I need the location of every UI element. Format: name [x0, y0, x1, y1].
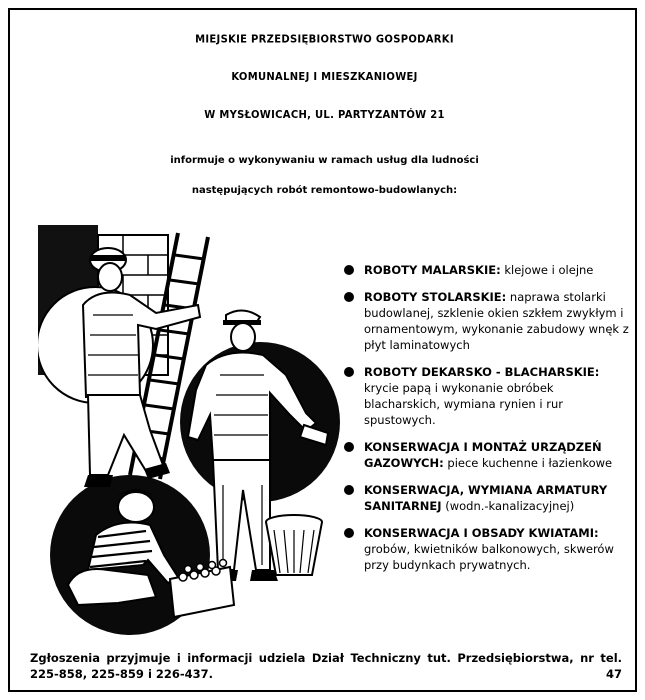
- bullet-icon: [344, 367, 354, 377]
- bucket-icon: [266, 515, 322, 575]
- service-description: klejowe i olejne: [504, 263, 594, 277]
- service-description: krycie papą i wykonanie obróbek blacharskich, wymiana rynien i rur spustowych.: [364, 381, 563, 427]
- bullet-icon: [344, 485, 354, 495]
- bullet-icon: [344, 528, 354, 538]
- service-description: naprawa stolarki budowlanej, szklenie okien szkłem zwykłym i ornamentowym, wykonanie zabudowy wnęk z płyt laminatowych: [364, 290, 629, 352]
- service-item: [342, 439, 630, 471]
- service-name: KONSERWACJA I OBSADY KWIATAMI:: [364, 526, 599, 540]
- company-title: [10, 21, 639, 134]
- phone-numbers: 225-858, 225-859 i 226-437.: [30, 667, 214, 681]
- title-line-1: MIEJSKIE PRZEDSIĘBIORSTWO GOSPODARKI: [195, 33, 454, 46]
- service-name: ROBOTY MALARSKIE:: [364, 263, 501, 277]
- service-item: [342, 262, 630, 278]
- service-name: KONSERWACJA I MONTAŻ URZĄDZEŃ GAZOWYCH:: [364, 440, 602, 470]
- service-item: [342, 364, 630, 428]
- services-list: [342, 262, 630, 584]
- ad-number: 47: [605, 667, 622, 681]
- service-item: [342, 482, 630, 514]
- contact-line-2: [30, 666, 622, 682]
- service-item: [342, 289, 630, 353]
- title-line-3: W MYSŁOWICACH, UL. PARTYZANTÓW 21: [204, 109, 445, 122]
- bullet-icon: [344, 265, 354, 275]
- contact-footer: [30, 650, 622, 682]
- intro-line-2: następujących robót remontowo-budowlanych:: [191, 185, 458, 196]
- bullet-icon: [344, 442, 354, 452]
- service-description: piece kuchenne i łazienkowe: [447, 456, 613, 470]
- service-description: grobów, kwietników balkonowych, skwerów przy budynkach prywatnych.: [364, 542, 614, 572]
- service-name: ROBOTY STOLARSKIE:: [364, 290, 507, 304]
- service-name: KONSERWACJA, WYMIANA ARMATURY SANITARNEJ: [364, 483, 608, 513]
- advertisement: [8, 8, 637, 692]
- service-name: ROBOTY DEKARSKO - BLACHARSKIE:: [364, 365, 600, 379]
- bullet-icon: [344, 292, 354, 302]
- title-line-2: KOMUNALNEJ I MIESZKANIOWEJ: [231, 71, 418, 84]
- intro-text: [10, 146, 639, 206]
- intro-line-1: informuje o wykonywaniu w ramach usług dla ludności: [170, 155, 479, 166]
- workers-illustration: [38, 225, 348, 640]
- service-description: (wodn.-kanalizacyjnej): [445, 499, 575, 513]
- service-item: [342, 525, 630, 573]
- contact-line-1: Zgłoszenia przyjmuje i informacji udziela Dział Techniczny tut. Przedsiębiorstwa, nr tel.: [30, 651, 622, 665]
